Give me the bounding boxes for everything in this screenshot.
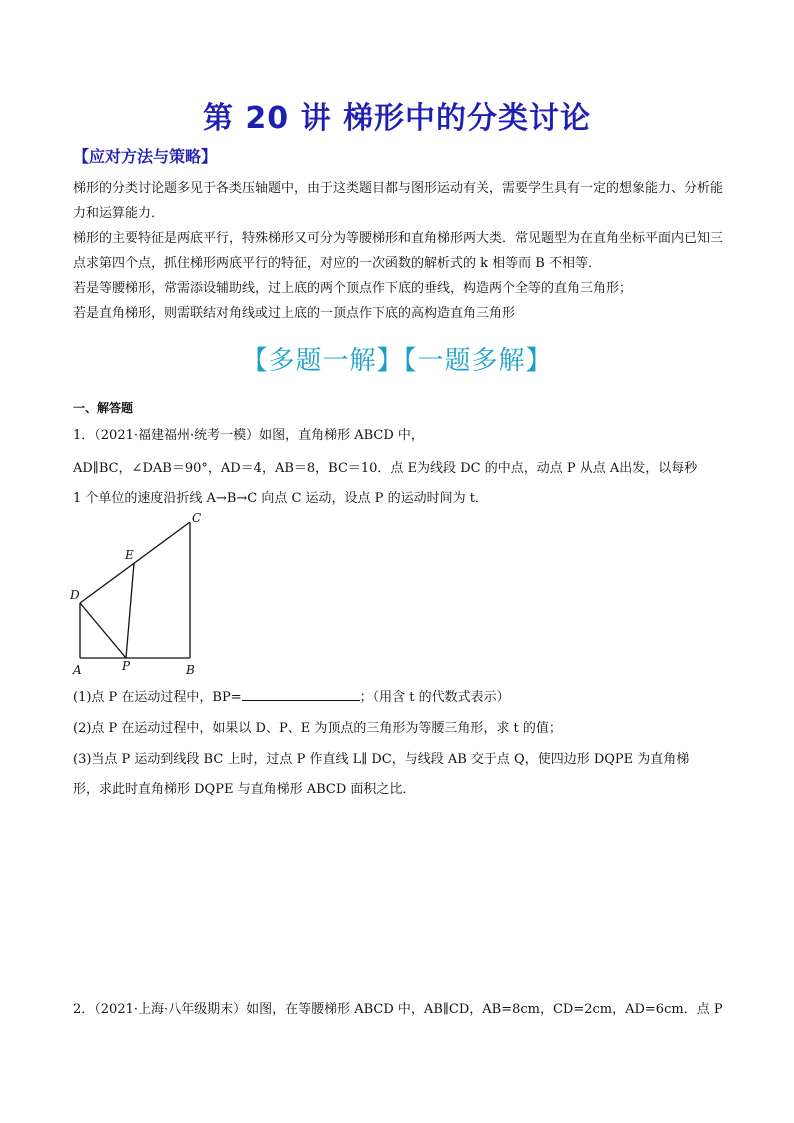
trapezoid-figure	[68, 508, 218, 678]
section-heading: 【应对方法与策略】	[73, 147, 218, 166]
section-subtitle: 【多题一解】【一题多解】	[241, 346, 553, 376]
label-p: P	[122, 659, 131, 673]
label-a: A	[73, 663, 82, 677]
q2-line-1: 2．（2021·上海·八年级期末）如图，在等腰梯形 ABCD 中，AB∥CD，AB=8cm，CD=2cm，AD=6cm．点 P	[73, 1002, 723, 1017]
q1-line-3: 1 个单位的速度沿折线 A→B→C 向点 C 运动，设点 P 的运动时间为 t．	[73, 491, 488, 506]
q1-part-3-line-2: 形，求此时直角梯形 DQPE 与直角梯形 ABCD 面积之比．	[73, 782, 416, 797]
label-c: C	[192, 511, 202, 525]
q1-line-2: AD∥BC，∠DAB＝90°，AD＝4，AB＝8，BC＝10．点 E为线段 DC 的中点，动点 P 从点 A出发，以每秒	[73, 461, 698, 476]
label-b: B	[186, 663, 195, 677]
answer-blank[interactable]	[242, 688, 360, 701]
q1-part-1-suffix: ；（用含 t 的代数式表示）	[359, 690, 510, 705]
paragraph-4: 若是直角梯形，则需联结对角线或过上底的一顶点作下底的高构造直角三角形	[73, 306, 516, 321]
paragraph-2: 梯形的主要特征是两底平行，特殊梯形又可分为等腰梯形和直角梯形两大类．常见题型为在直角坐标平面内已知三点求第四个点，抓住梯形两底平行的特征，对应的一次函数的解析式的 k 相等而 B 不相等．	[73, 231, 724, 271]
q1-part-1	[73, 686, 733, 705]
paragraph-3: 若是等腰梯形，常需添设辅助线，过上底的两个顶点作下底的垂线，构造两个全等的直角三角形；	[73, 281, 633, 296]
q1-line-1: 1．（2021·福建福州·统考一模）如图，直角梯形 ABCD 中，	[73, 428, 424, 443]
segment-dp	[80, 603, 126, 658]
segment-ep	[126, 563, 134, 658]
paragraph-1: 梯形的分类讨论题多见于各类压轴题中，由于这类题目都与图形运动有关，需要学生具有一定的想象能力、分析能力和运算能力．	[73, 181, 724, 221]
q1-part-1-prefix: (1)点 P 在运动过程中，BP=	[73, 690, 242, 705]
q1-part-3-line-1: (3)当点 P 运动到线段 BC 上时，过点 P 作直线 L∥ DC，与线段 AB 交于点 Q，使四边形 DQPE 为直角梯	[73, 752, 690, 767]
question-type-heading: 一、解答题	[73, 401, 134, 415]
label-e: E	[125, 548, 134, 562]
segment-dc	[80, 522, 190, 603]
page-title: 第 20 讲 梯形中的分类讨论	[202, 101, 592, 136]
q1-part-2: (2)点 P 在运动过程中，如果以 D、P、E 为顶点的三角形为等腰三角形，求 t 的值；	[73, 721, 562, 736]
label-d: D	[70, 588, 80, 602]
